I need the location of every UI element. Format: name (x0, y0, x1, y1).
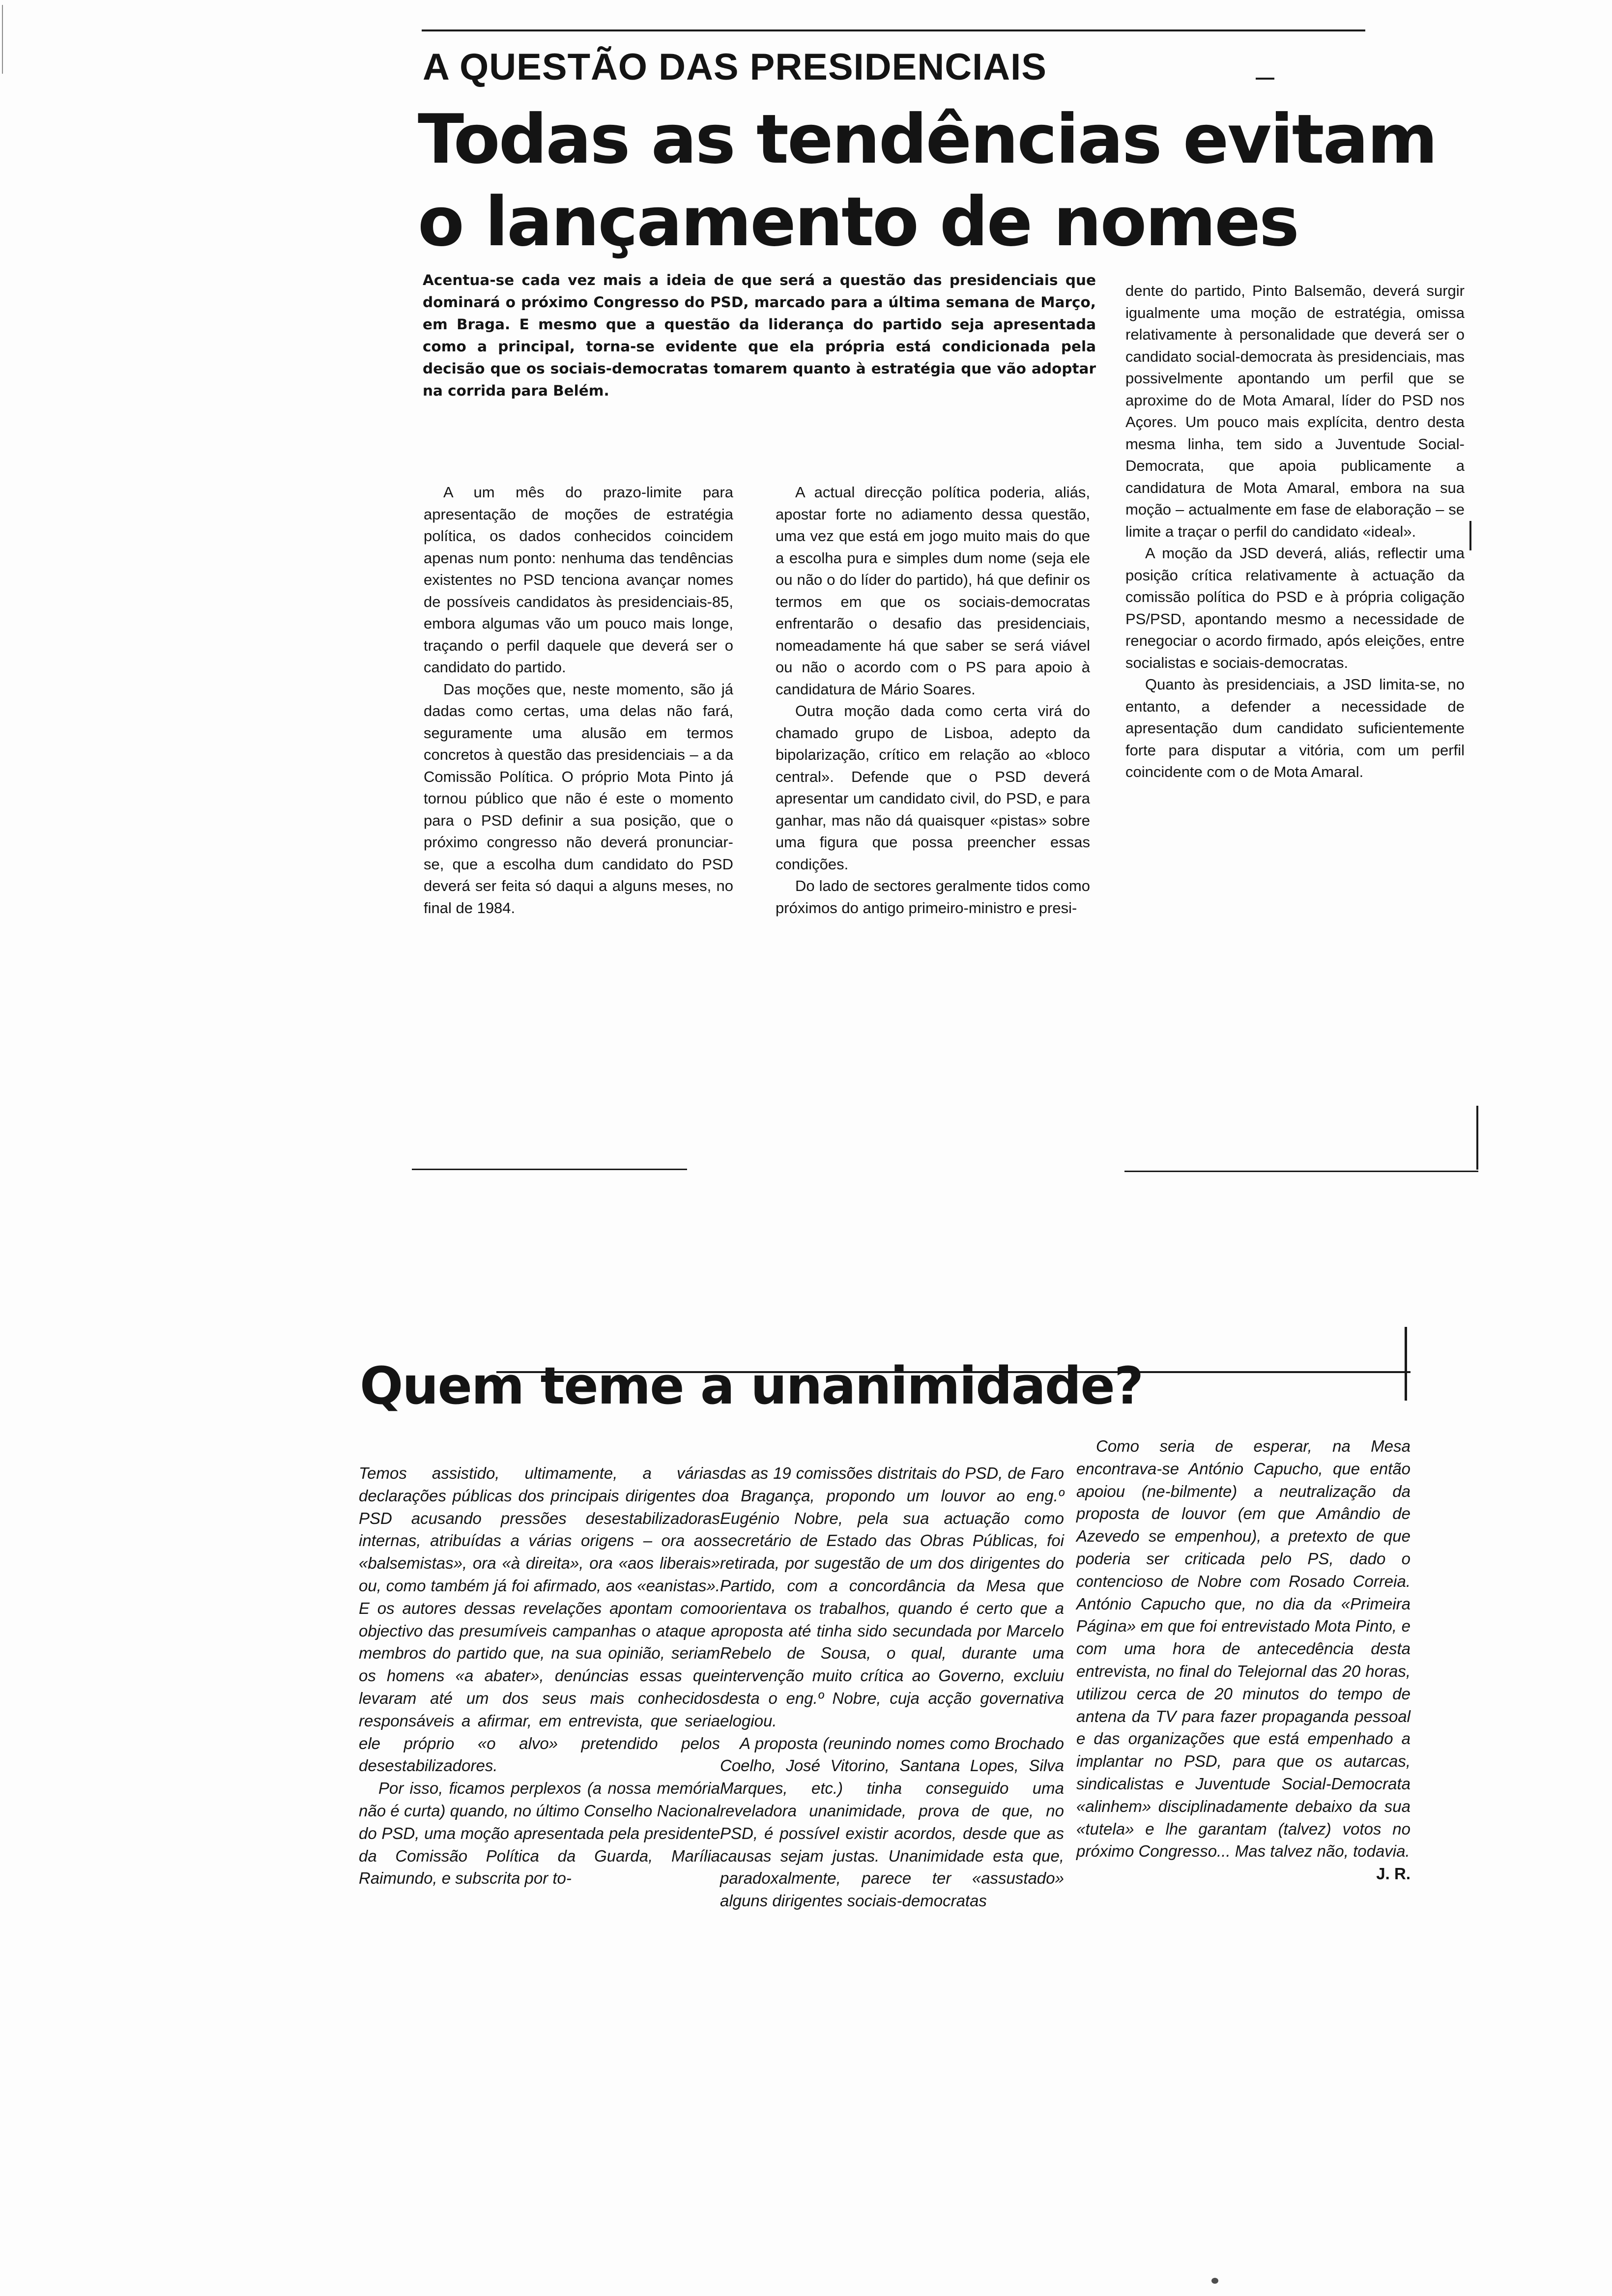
article1-headline (418, 98, 1528, 263)
article2-headline: Quem teme a unanimidade? (360, 1356, 1143, 1416)
paragraph: dente do partido, Pinto Balsemão, deverá surgir igualmente uma moção de estratégia, omissa relativamente à personalidade que deverá ser o candidato social-democrata às presidenciais, mas possivelmente apontando um perfil que se aproxime do de Mota Amaral, líder do PSD nos Açores. Um pouco mais explícita, dentro desta mesma linha, tem sido a Juventude Social-Democrata, que apoia publicamente a candidatura de Mota Amaral, embora na sua moção – actualmente em fase de elaboração – se limite a traçar o perfil do candidato «ideal». (1125, 282, 1465, 540)
section-kicker: A QUESTÃO DAS PRESIDENCIAIS (423, 46, 1047, 88)
paragraph: Outra moção dada como certa virá do chamado grupo de Lisboa, adepto da bipolarização, crítico em relação ao «bloco central». Defende que o PSD deverá apresentar um candidato civil, do PSD, e para ganhar, mas não dá quaisquer «pistas» sobre uma figura que possa preencher essas condições. (776, 702, 1090, 873)
article1-column-1 (424, 482, 733, 919)
article1-lede: Acentua-se cada vez mais a ideia de que será a questão das presidenciais que dominará o próximo Congresso do PSD, marcado para a última semana de Março, em Braga. E mesmo que a questão da liderança do partido seja apresentada como a principal, torna-se evidente que ela própria está condicionada pela decisão que os sociais-democratas tomarem quanto à estratégia que vão adoptar na corrida para Belém. (423, 272, 1096, 399)
paragraph: Por isso, ficamos perplexos (a nossa memória não é curta) quando, no último Conselho Nacional do PSD, uma moção apresentada pela presidente da Comissão Política da Guarda, Marília Raimundo, e subscrita por to- (359, 1779, 720, 1888)
paragraph: Quanto às presidenciais, a JSD limita-se, no entanto, a defender a necessidade de apresentação dum candidato suficientemente forte para disputar a vitória, com um perfil coincidente com o de Mota Amaral. (1125, 676, 1465, 780)
paragraph: Das moções que, neste momento, são já dadas como certas, uma delas não fará, seguramente uma alusão em termos concretos à questão das presidenciais – a da Comissão Política. O próprio Mota Pinto já tornou público que não é este o momento para o PSD definir a sua posição, que o próximo congresso não deverá pronunciar-se, que a escolha dum candidato do PSD deverá ser feita só daqui a alguns meses, no final de 1984. (424, 680, 733, 917)
paragraph: Temos assistido, ultimamente, a várias declarações públicas dos principais dirigentes do PSD acusando pressões desestabilizadoras internas, atribuídas a várias origens – ora aos «balsemistas», ora «à direita», ora «aos liberais» ou, como também já foi afirmado, aos «eanistas». E os autores dessas revelações apontam como objectivo das presumíveis campanhas o ataque a membros do partido que, na sua opinião, seriam os homens «a abater», denúncias essas que levaram até um dos seus mais conhecidos responsáveis a afirmar, em entrevista, que seria ele próprio «o alvo» pretendido pelos desestabilizadores. (359, 1464, 720, 1775)
author-signature: J. R. (1376, 1865, 1410, 1883)
article1-column-3 (1125, 280, 1465, 783)
clipping-edge-right (1476, 1106, 1478, 1170)
headline-line-2: o lançamento de nomes (418, 182, 1298, 261)
paragraph (1076, 1435, 1410, 1883)
article2-column-3 (1076, 1435, 1410, 1885)
article2-edge-right (1405, 1327, 1407, 1401)
paragraph: A um mês do prazo-limite para apresentação de moções de estratégia política, os dados conhecidos coincidem apenas num ponto: nenhuma das tendências existentes no PSD tenciona avançar nomes de possíveis candidatos às presidenciais-85, embora algumas vão um pouco mais longe, traçando o perfil daquele que deverá ser o candidato do partido. (424, 484, 733, 676)
paragraph: das as 19 comissões distritais do PSD, de Faro a Bragança, propondo um louvor ao eng.º Eugénio Nobre, pela sua actuação como secretário de Estado das Obras Públicas, foi retirada, por sugestão de um dos dirigentes do Partido, com a concordância da Mesa que orientava os trabalhos, quando é certo que a proposta até tinha sido secundada por Marcelo Rebelo de Sousa, o qual, durante uma intervenção muito crítica ao Governo, excluiu desta o eng.º Nobre, cuja acção governativa elogiou. (720, 1464, 1064, 1730)
headline-line-1: Todas as tendências evitam (418, 100, 1437, 179)
clipping-edge-bottom-right (1124, 1171, 1478, 1172)
article1-column-2 (776, 482, 1090, 919)
paragraph: A actual direcção política poderia, aliás, apostar forte no adiamento dessa questão, uma vez que está em jogo muito mais do que a escolha pura e simples dum nome (seja ele ou não o do líder do partido), há que definir os termos em que os sociais-democratas enfrentarão o desafio das presidenciais, nomeadamente há que saber se será viável ou não o acordo com o PS para apoio à candidatura de Mário Soares. (776, 484, 1090, 698)
article2-column-1 (359, 1462, 720, 1890)
ink-smudge (1211, 2278, 1218, 2284)
paragraph-text: Como seria de esperar, na Mesa encontrava-se António Capucho, que então apoiou (ne-bilmente) a neutralização da proposta de louvor (em que Amândio de Azevedo se empenhou), a pretexto de que poderia ser criticada pelo PS, dado o contencioso de Nobre com Rosado Correia. António Capucho que, no dia da «Primeira Página» em que foi entrevistado Mota Pinto, e com uma hora de antecedência desta entrevista, no final do Telejornal das 20 horas, utilizou cerca de 20 minutos do tempo de antena da TV para fazer propaganda pessoal e das organizações que está empenhado a implantar no PSD, para que os autarcas, sindicalistas e Juventude Social-Democrata «alinhem» disciplinadamente debaixo da sua «tutela» e lhe garantam (talvez) votos no próximo Congresso... Mas talvez não, todavia. (1076, 1437, 1410, 1861)
clipping-edge-left-top (2, 5, 3, 74)
article2-column-2 (720, 1462, 1064, 1912)
kicker-dash (1256, 78, 1274, 80)
clipping-edge-bottom-left (412, 1169, 687, 1170)
top-rule (422, 29, 1365, 31)
paragraph: Do lado de sectores geralmente tidos como próximos do antigo primeiro-ministro e presi- (776, 877, 1090, 917)
paragraph: A proposta (reunindo nomes como Brochado Coelho, José Vitorino, Santana Lopes, Silva Marques, etc.) tinha conseguido uma reveladora unanimidade, prova de que, no PSD, é possível existir acordos, desde que as causas sejam justas. Unanimidade esta que, paradoxalmente, parece ter «assustado» alguns dirigentes sociais-democratas (720, 1734, 1064, 1910)
paragraph: A moção da JSD deverá, aliás, reflectir uma posição crítica relativamente à actuação da comissão política do PSD e à própria coligação PS/PSD, apontando mesmo a necessidade de renegociar o acordo firmado, após eleições, entre socialistas e sociais-democratas. (1125, 545, 1465, 671)
clipping-mark-right (1469, 521, 1471, 550)
